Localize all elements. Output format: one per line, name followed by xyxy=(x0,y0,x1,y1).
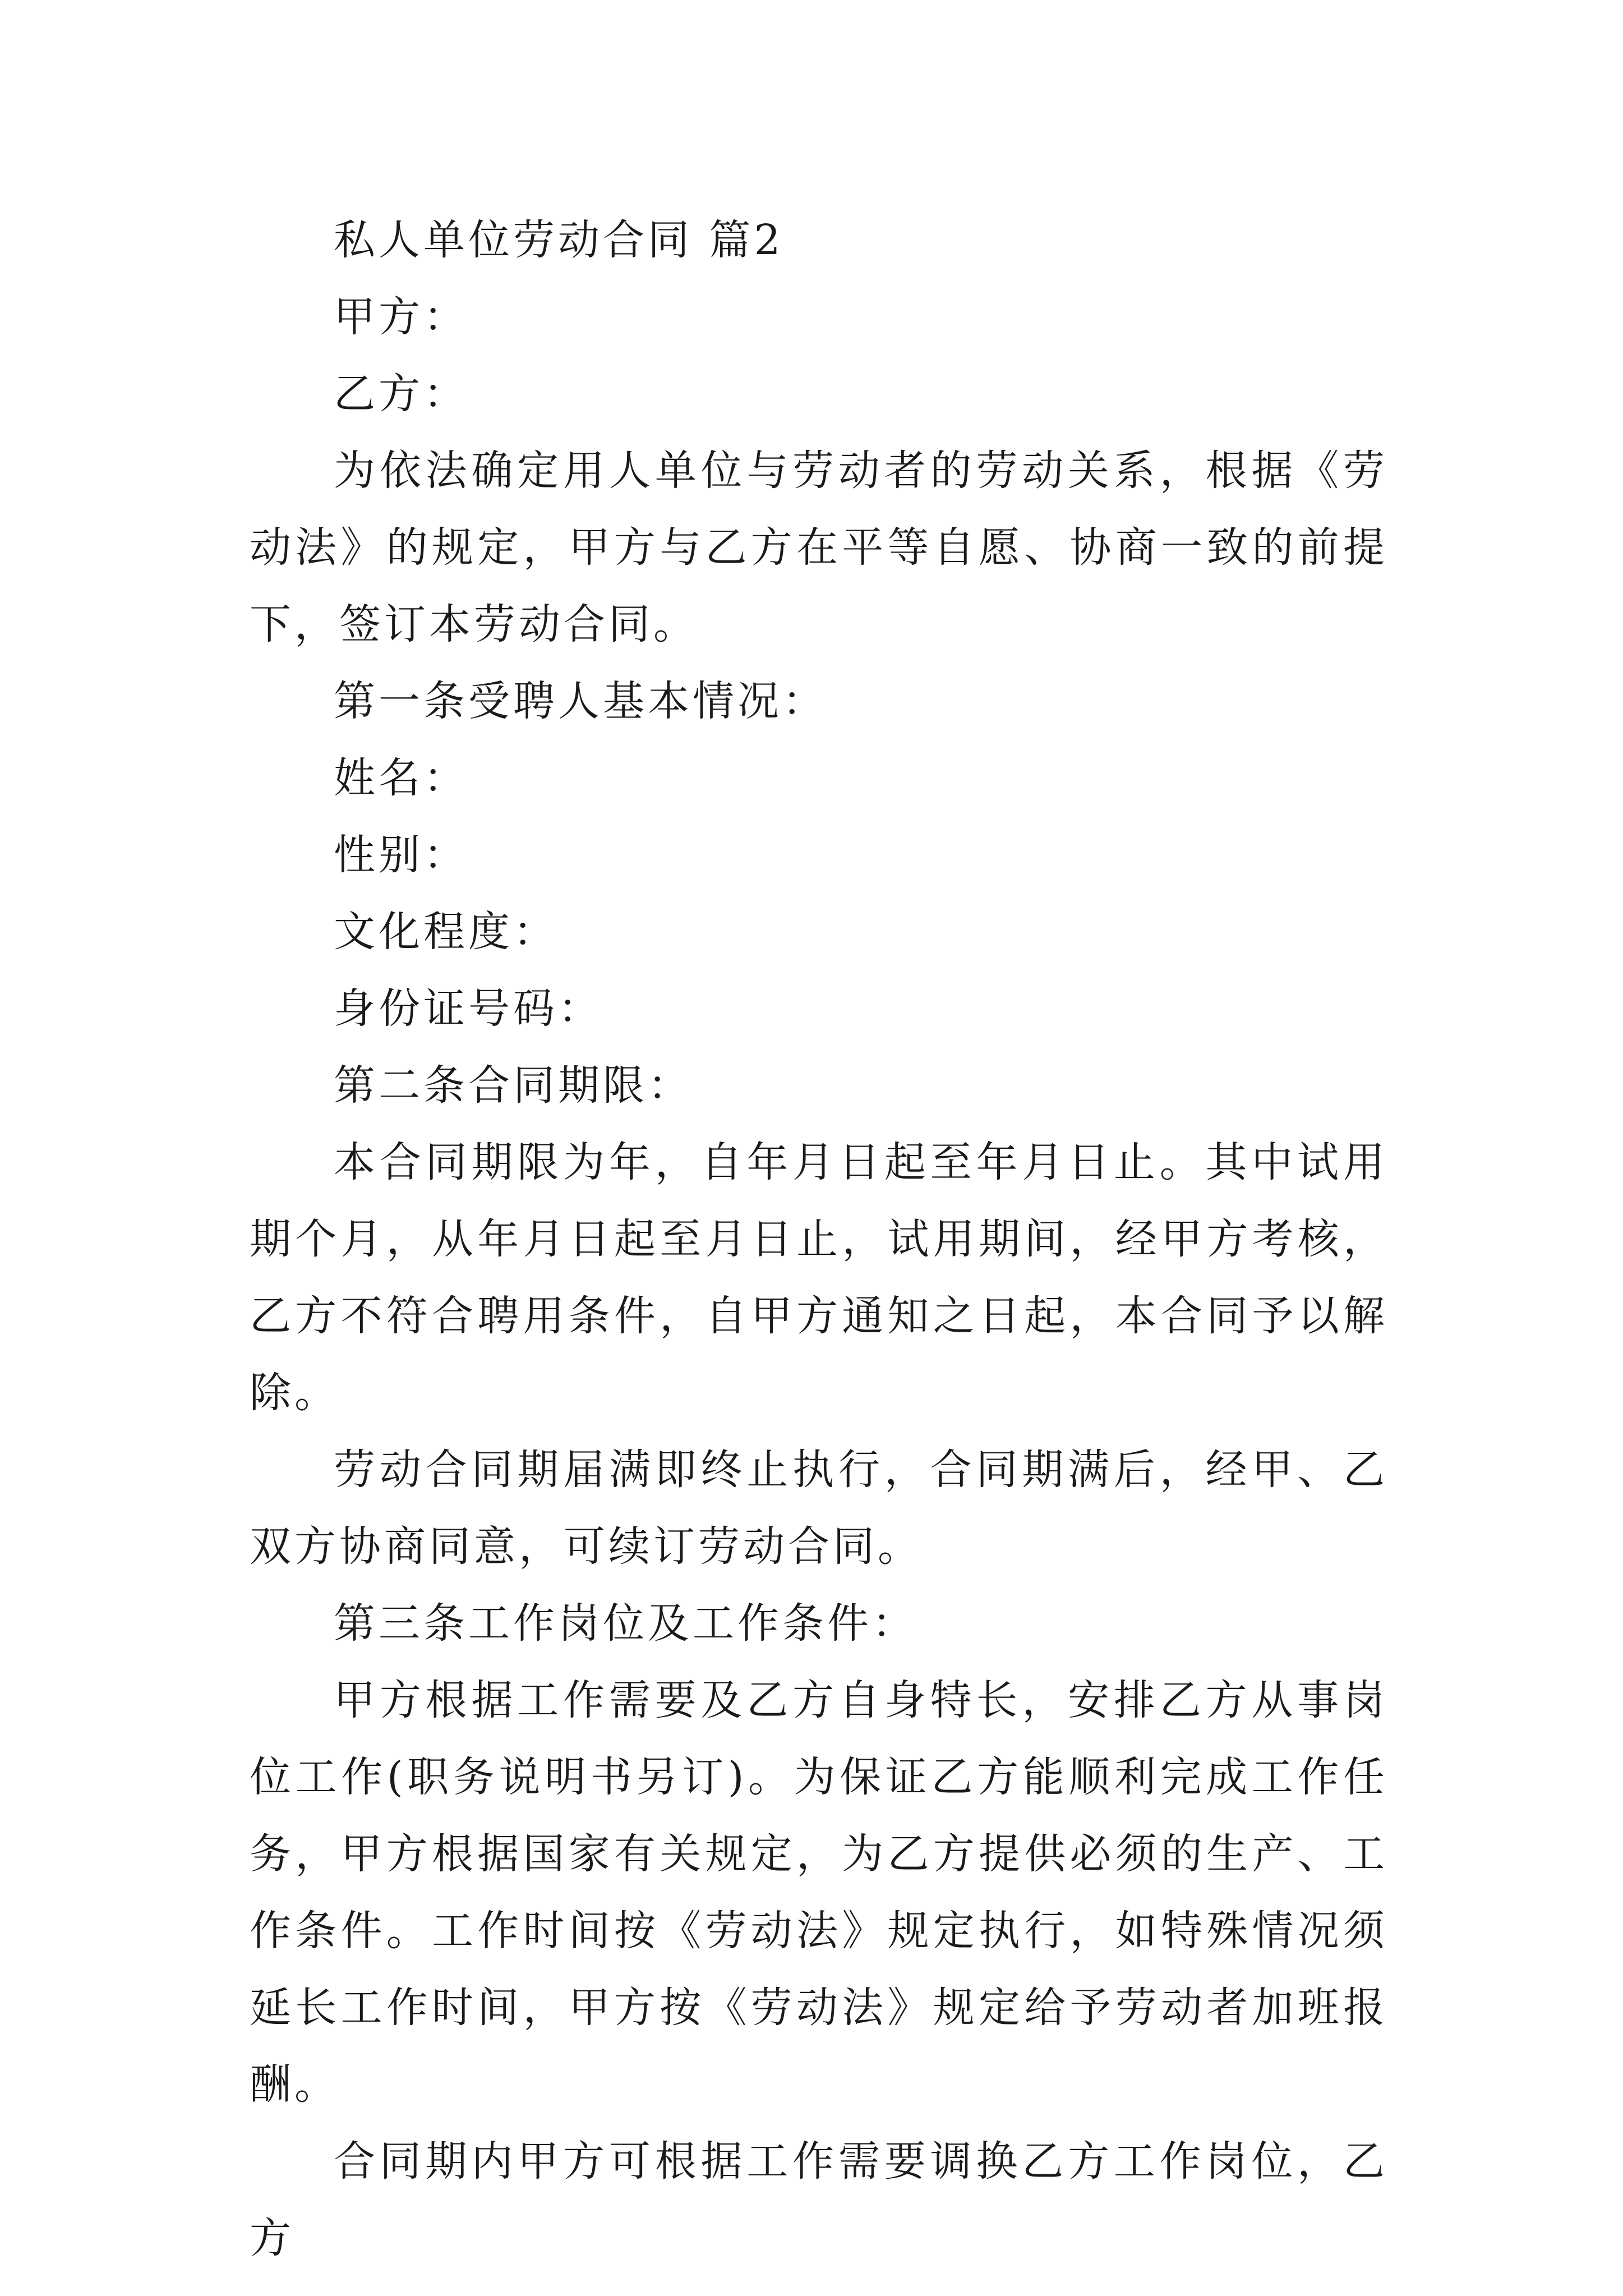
work-conditions-paragraph: 甲方根据工作需要及乙方自身特长，安排乙方从事岗位工作(职务说明书另订)。为保证乙方能顺利完成工作任务，甲方根据国家有关规定，为乙方提供必须的生产、工作条件。工作时间按《劳动法》规定执行，如特殊情况须延长工作时间，甲方按《劳动法》规定给予劳动者加班报酬。 xyxy=(250,1676,1388,2109)
name-field-line: 姓名： xyxy=(334,754,468,802)
education-field-line: 文化程度： xyxy=(334,908,558,956)
party-a-line: 甲方： xyxy=(334,293,468,341)
position-change-paragraph: 合同期内甲方可根据工作需要调换乙方工作岗位，乙方 xyxy=(250,2137,1388,2262)
article-3-heading: 第三条工作岗位及工作条件： xyxy=(334,1599,917,1648)
gender-field-line: 性别： xyxy=(334,831,468,879)
article-2-heading: 第二条合同期限： xyxy=(334,1061,693,1110)
preamble-paragraph: 为依法确定用人单位与劳动者的劳动关系，根据《劳动法》的规定，甲方与乙方在平等自愿、协商一致的前提下，签订本劳动合同。 xyxy=(250,447,1388,648)
contract-term-paragraph: 本合同期限为年，自年月日起至年月日止。其中试用期个月，从年月日起至月日止，试用期间，经甲方考核，乙方不符合聘用条件，自甲方通知之日起，本合同予以解除。 xyxy=(250,1138,1388,1417)
document-body xyxy=(250,202,1388,2277)
id-number-field-line: 身份证号码： xyxy=(334,984,603,1033)
contract-renewal-paragraph: 劳动合同期届满即终止执行，合同期满后，经甲、乙双方协商同意，可续订劳动合同。 xyxy=(250,1446,1388,1571)
party-b-line: 乙方： xyxy=(334,370,468,418)
article-1-heading: 第一条受聘人基本情况： xyxy=(334,677,827,725)
document-title: 私人单位劳动合同 篇2 xyxy=(334,216,784,264)
